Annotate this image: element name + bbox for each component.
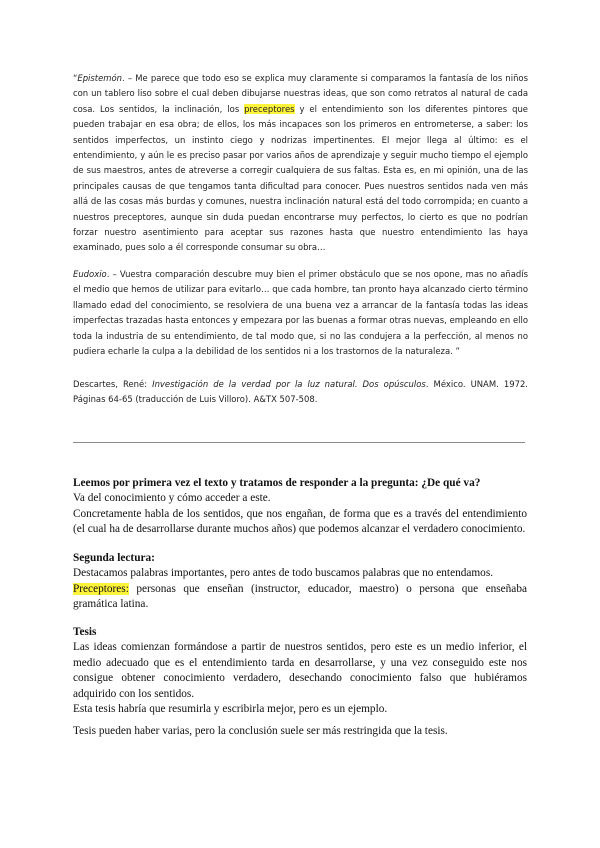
section-first-reading: Leemos por primera vez el texto y tratamos de responder a la pregunta: ¿De qué va? Va del conocimiento y cómo acceder a este. Concretamente habla de los sentidos, que nos engañan, de forma que es a través del entendimiento (el cual ha de desarrollarse durante muchos años) que podemos alcanzar el verdadero conocimiento. bbox=[73, 477, 527, 536]
closing-note: Tesis pueden haber varias, pero la conclusión suele ser más restringida que la tesis. bbox=[73, 725, 448, 737]
highlighted-word: preceptores bbox=[244, 103, 295, 114]
section-heading: Tesis bbox=[73, 626, 97, 638]
horizontal-divider bbox=[73, 442, 525, 443]
highlighted-term: Preceptores: bbox=[73, 582, 129, 595]
section-second-reading: Segunda lectura: Destacamos palabras importantes, pero antes de todo buscamos palabras que no entendamos. Preceptores: personas que enseñan (instructor, educador, maestro) o persona que enseñaba gramática latina. bbox=[73, 552, 527, 611]
section-thesis: Tesis Las ideas comienzan formándose a partir de nuestros sentidos, pero este es un medio inferior, el medio adecuado que es el entendimiento tarda en desarrollarse, y una vez conseguido este nos consigue obtener conocimiento verdadero, desechando conocimiento falso que hubiéramos adquirido con los sentidos. Esta tesis habría que resumirla y escribirla mejor, pero es un ejemplo. bbox=[73, 626, 527, 716]
section-heading: Segunda lectura: bbox=[73, 552, 155, 564]
quote-paragraph-epistemon: “Epistemón. – Me parece que todo eso se explica muy claramente si comparamos la fantasía de los niños con un tablero liso sobre el cual deben dibujarse nuestras ideas, que son como retratos al natural de cada cosa. Los sentidos, la inclinación, los preceptores y el entendimiento son los diferentes pintores que pueden trabajar en esa obra; de ellos, los más incapaces son los primeros en entrometerse, a saber: los sentidos imperfectos, un instinto ciego y nodrizas impertinentes. El mejor llega al último: es el entendimiento, y aún le es preciso pasar por varios años de aprendizaje y seguir mucho tiempo el ejemplo de sus maestros, antes de atreverse a corregir cualquiera de sus faltas. Esta es, en mi opinión, una de las principales causas de que tengamos tanta dificultad para conocer. Pues nuestros sentidos nada ven más allá de las cosas más burdas y comunes, nuestra inclinación natural está del todo corrompida; en cuanto a nuestros preceptores, aunque sin duda puedan encontrarse muy perfectos, lo cierto es que no podrían forzar nuestro asentimiento para aceptar sus razones hasta que nuestro entendimiento las haya examinado, pues solo a él corresponde consumar su obra… bbox=[73, 73, 528, 253]
speaker-eudoxio: Eudoxio bbox=[73, 269, 107, 279]
bibliographic-reference: Descartes, René: Investigación de la verdad por la luz natural. Dos opúsculos. México. UNAM. 1972. Páginas 64-65 (traducción de Luis Villoro). A&TX 507-508. bbox=[73, 379, 528, 405]
quote-paragraph-eudoxio: Eudoxio. – Vuestra comparación descubre muy bien el primer obstáculo que se nos opone, mas no añadís el medio que hemos de utilizar para evitarlo… que cada hombre, tan pronto haya alcanzado cierto término llamado edad del conocimiento, se resolviera de una buena vez a arrancar de la fantasía todas las ideas imperfectas trazadas hasta entonces y empezara por las buenas a formar otras nuevas, empleando en ello toda la industria de su entendimiento, de tal modo que, si no las condujera a la perfección, al menos no pudiera echarle la culpa a la debilidad de los sentidos ni a los trastornos de la naturaleza. ” bbox=[73, 269, 528, 357]
speaker-epistemon: Epistemón bbox=[77, 73, 123, 83]
reference-title: Investigación de la verdad por la luz natural. Dos opúsculos bbox=[152, 379, 426, 389]
section-heading: Leemos por primera vez el texto y tratamos de responder a la pregunta: ¿De qué va? bbox=[73, 477, 481, 489]
